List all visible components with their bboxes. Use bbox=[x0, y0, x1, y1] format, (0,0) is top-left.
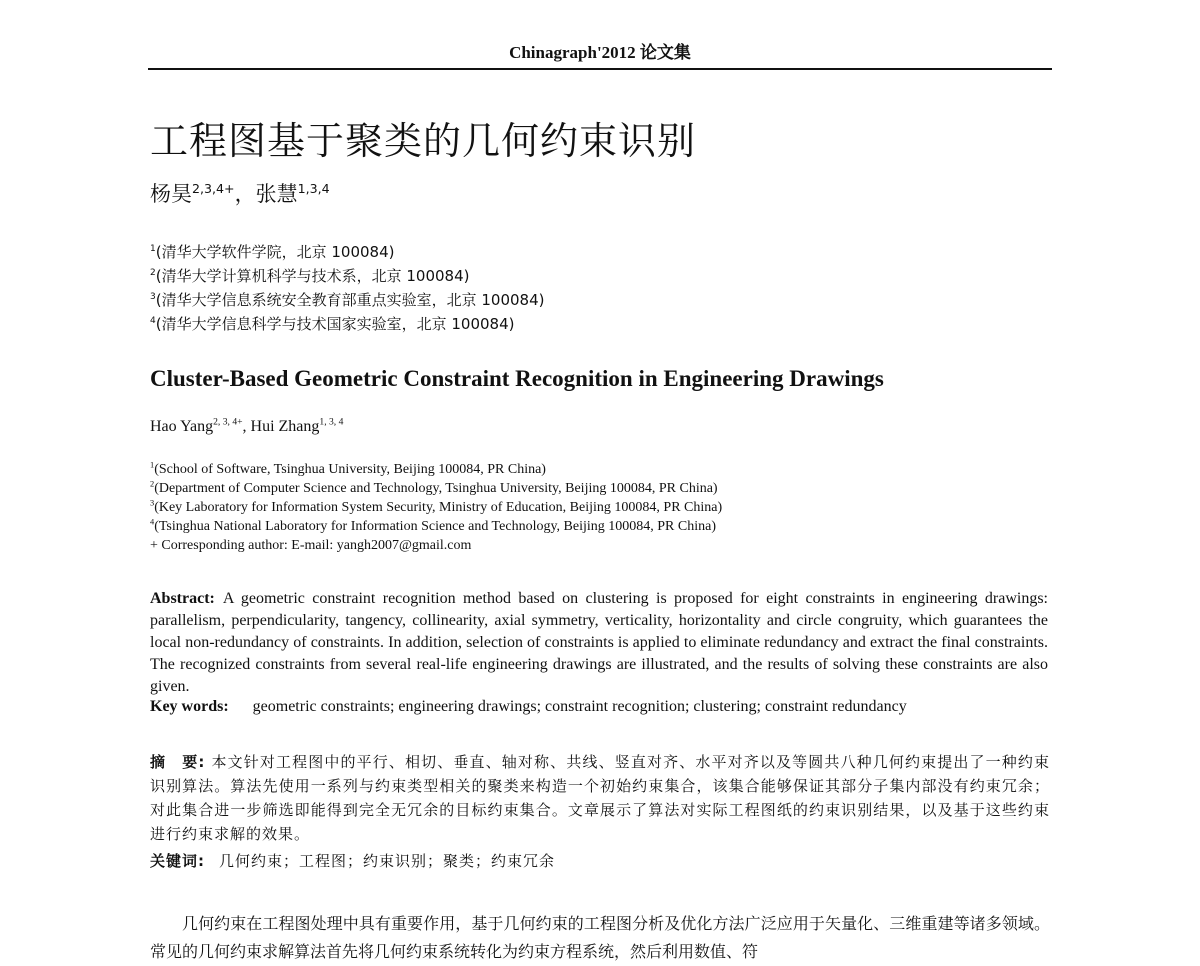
english-abstract bbox=[150, 588, 1048, 698]
author-affiliation-marks: 2,3,4+ bbox=[192, 181, 235, 196]
english-authors bbox=[150, 418, 343, 436]
author-separator: ， bbox=[234, 182, 256, 206]
affiliation-number: 3 bbox=[150, 292, 156, 302]
affiliation-text: (清华大学信息系统安全教育部重点实验室，北京 100084) bbox=[155, 291, 545, 309]
affiliation-text: (清华大学软件学院，北京 100084) bbox=[155, 243, 395, 261]
chinese-affiliations bbox=[150, 240, 544, 336]
affiliation-line bbox=[150, 288, 544, 312]
affiliation-line bbox=[150, 240, 544, 264]
author-name: Hui Zhang bbox=[250, 418, 320, 435]
affiliation-line bbox=[150, 264, 544, 288]
keywords-text: geometric constraints; engineering drawings; constraint recognition; clustering; constraint redundancy bbox=[252, 698, 907, 715]
affiliation-line bbox=[150, 498, 722, 517]
running-header: Chinagraph'2012 论文集 bbox=[509, 43, 691, 62]
affiliation-line bbox=[150, 517, 722, 536]
affiliation-number: 4 bbox=[150, 316, 156, 326]
affiliation-text: (清华大学信息科学与技术国家实验室，北京 100084) bbox=[155, 315, 515, 333]
author-separator: , bbox=[242, 418, 251, 435]
affiliation-number: 2 bbox=[150, 479, 155, 489]
chinese-abstract bbox=[150, 750, 1050, 846]
affiliation-text: (Key Laboratory for Information System Security, Ministry of Education, Beijing 100084, PR China) bbox=[154, 500, 723, 515]
affiliation-number: 1 bbox=[150, 460, 155, 470]
affiliation-line bbox=[150, 460, 722, 479]
header-rule bbox=[148, 68, 1052, 70]
english-keywords bbox=[150, 698, 1048, 716]
corresponding-author: + Corresponding author: E-mail: yangh2007@gmail.com bbox=[150, 538, 472, 553]
english-affiliations bbox=[150, 460, 722, 555]
affiliation-text: (School of Software, Tsinghua University, Beijing 100084, PR China) bbox=[154, 462, 546, 477]
abstract-text: A geometric constraint recognition method based on clustering is proposed for eight constraints in engineering drawings: parallelism, perpendicularity, tangency, collinearity, axial symmetry, verticality, horizontality and circle congruity, which guarantees the local non-redundancy of constraints. In addition, selection of constraints is applied to eliminate redundancy and extract the final constraints. The recognized constraints from several real-life engineering drawings are illustrated, and the results of solving these constraints are also given. bbox=[150, 590, 1048, 695]
affiliation-number: 2 bbox=[150, 268, 156, 278]
body-paragraph: 几何约束在工程图处理中具有重要作用，基于几何约束的工程图分析及优化方法广泛应用于矢量化、三维重建等诸多领域。常见的几何约束求解算法首先将几何约束系统转化为约束方程系统，然后利用数值、符 bbox=[150, 914, 1050, 961]
author-name: Hao Yang bbox=[150, 418, 214, 435]
chinese-title: 工程图基于聚类的几何约束识别 bbox=[150, 119, 697, 163]
affiliation-text: (Department of Computer Science and Technology, Tsinghua University, Beijing 100084, PR China) bbox=[154, 481, 718, 496]
keywords-label: Key words: bbox=[150, 698, 229, 715]
author-affiliation-marks: 1,3,4 bbox=[297, 181, 330, 196]
chinese-keywords bbox=[150, 850, 555, 871]
affiliation-number: 3 bbox=[150, 498, 155, 508]
affiliation-number: 4 bbox=[150, 517, 155, 527]
author-affiliation-marks: 2, 3, 4+ bbox=[213, 416, 243, 428]
english-title: Cluster-Based Geometric Constraint Recognition in Engineering Drawings bbox=[150, 366, 884, 391]
chinese-keywords-text: 几何约束；工程图；约束识别；聚类；约束冗余 bbox=[219, 852, 556, 870]
affiliation-number: 1 bbox=[150, 244, 156, 254]
author-affiliation-marks: 1, 3, 4 bbox=[319, 416, 344, 428]
affiliation-text: (Tsinghua National Laboratory for Information Science and Technology, Beijing 100084, PR China) bbox=[154, 519, 716, 534]
affiliation-line bbox=[150, 479, 722, 498]
affiliation-line bbox=[150, 312, 544, 336]
chinese-authors bbox=[150, 178, 330, 208]
author-name: 张慧 bbox=[255, 182, 298, 206]
chinese-keywords-label: 关键词: bbox=[150, 852, 205, 870]
abstract-label: Abstract: bbox=[150, 590, 215, 607]
chinese-abstract-label: 摘 要: bbox=[150, 753, 206, 771]
chinese-abstract-text: 本文针对工程图中的平行、相切、垂直、轴对称、共线、竖直对齐、水平对齐以及等圆共八种几何约束提出了一种约束识别算法。算法先使用一系列与约束类型相关的聚类来构造一个初始约束集合，该集合能够保证其部分子集内部没有约束冗余；对此集合进一步筛选即能得到完全无冗余的目标约束集合。文章展示了算法对实际工程图纸的约束识别结果，以及基于这些约束进行约束求解的效果。 bbox=[150, 753, 1050, 843]
affiliation-text: (清华大学计算机科学与技术系，北京 100084) bbox=[155, 267, 470, 285]
author-name: 杨昊 bbox=[150, 182, 192, 206]
